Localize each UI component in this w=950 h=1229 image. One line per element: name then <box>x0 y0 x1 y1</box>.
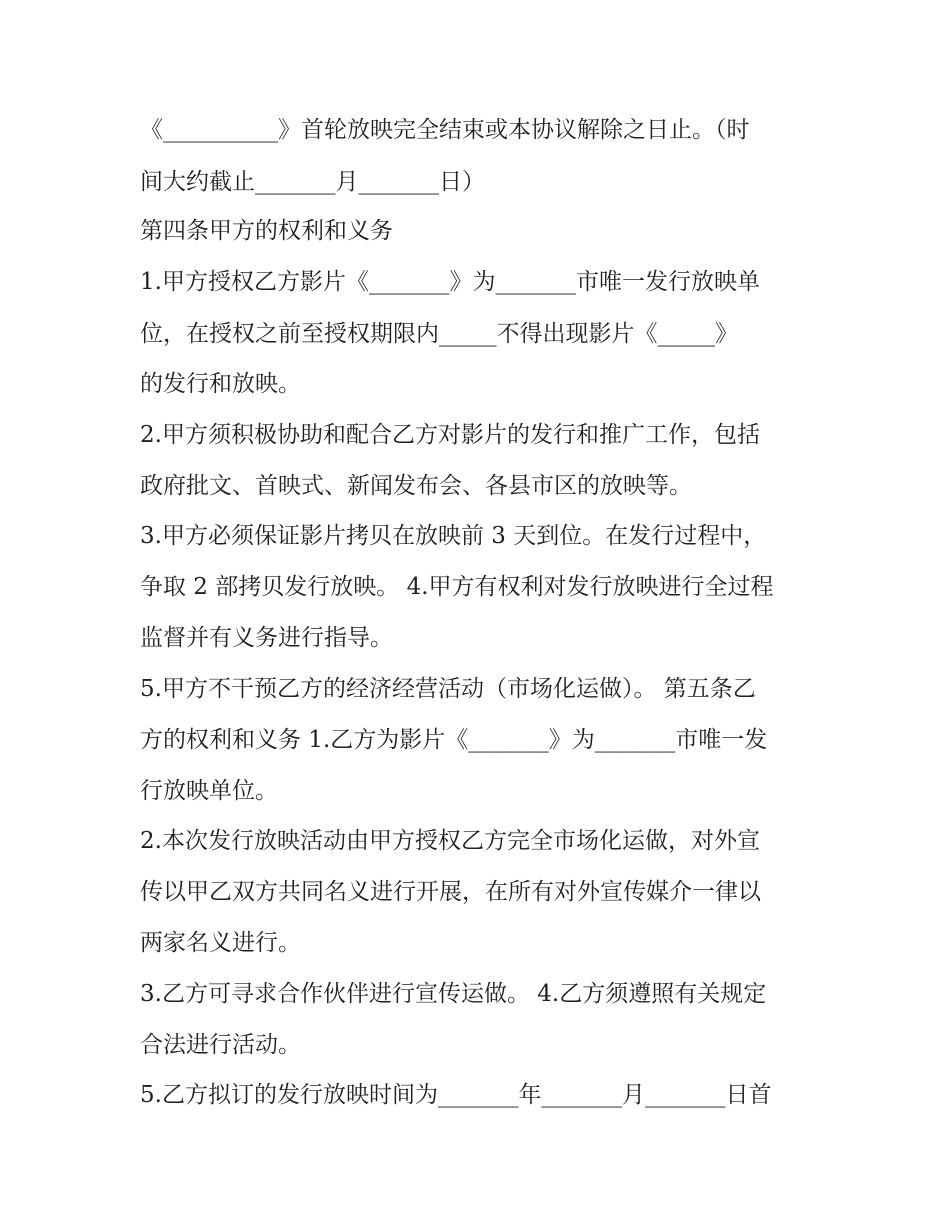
text-line: 5.甲方不干预乙方的经济经营活动（市场化运做）。 第五条乙 <box>140 676 756 702</box>
text-line: 两家名义进行。 <box>140 930 301 956</box>
text-line: 行放映单位。 <box>140 778 278 804</box>
text-line: 2.本次发行放映活动由甲方授权乙方完全市场化运做，对外宣 <box>140 828 760 854</box>
text-line: 方的权利和义务 1.乙方为影片《_______》为_______市唯一发 <box>140 727 768 753</box>
text-line: 间大约截止_______月_______日） <box>140 169 485 195</box>
text-line: 1.甲方授权乙方影片《_______》为_______市唯一发行放映单 <box>140 269 760 295</box>
text-line: 政府批文、首映式、新闻发布会、各县市区的放映等。 <box>140 473 692 499</box>
text-line: 的发行和放映。 <box>140 371 301 397</box>
text-line: 5.乙方拟订的发行放映时间为_______年_______月_______日首 <box>140 1082 772 1108</box>
text-line: 《__________》首轮放映完全结束或本协议解除之日止。（时 <box>140 117 750 143</box>
section-heading: 第四条甲方的权利和义务 <box>140 218 393 244</box>
text-line: 监督并有义务进行指导。 <box>140 625 393 651</box>
text-line: 3.甲方必须保证影片拷贝在放映前 3 天到位。在发行过程中， <box>140 523 767 549</box>
text-line: 合法进行活动。 <box>140 1032 301 1058</box>
text-line: 传以甲乙双方共同名义进行开展，在所有对外宣传媒介一律以 <box>140 879 761 905</box>
text-line: 争取 2 部拷贝发行放映。 4.甲方有权利对发行放映进行全过程 <box>140 574 774 600</box>
text-line: 2.甲方须积极协助和配合乙方对影片的发行和推广工作，包括 <box>140 422 760 448</box>
text-line: 位，在授权之前至授权期限内_____不得出现影片《_____》 <box>140 321 738 347</box>
text-line: 3.乙方可寻求合作伙伴进行宣传运做。 4.乙方须遵照有关规定 <box>140 981 767 1007</box>
